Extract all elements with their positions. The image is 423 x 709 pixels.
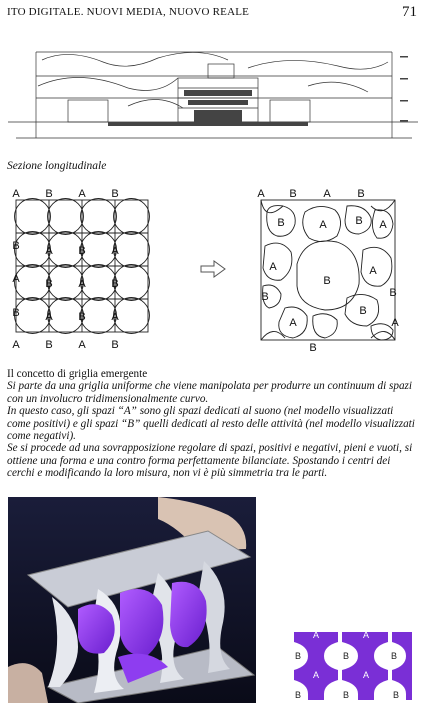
paragraph: In questo caso, gli spazi “A” sono gli spazi dedicati al suono (nel modello visualizzati come positivi) e gli spazi “B” quelli dedicati al resto delle attività (nel modello visualizzati come negativi). — [7, 405, 415, 443]
positive-negative-pattern — [288, 628, 415, 704]
grid-label: B — [12, 307, 20, 319]
pattern-label: A — [312, 670, 320, 680]
grid-label: B — [323, 275, 331, 287]
paragraph: Si parte da una griglia uniforme che viene manipolata per produrre un continuum di spazi con un involucro tridimensionalmente curvo. — [7, 380, 412, 405]
grid-label: B — [78, 311, 86, 323]
body-text — [7, 368, 417, 480]
grid-label: A — [379, 219, 387, 231]
grid-label: B — [45, 188, 53, 200]
pattern-label: A — [312, 630, 320, 640]
arrow-right-icon — [200, 260, 226, 278]
model-photo — [8, 497, 256, 703]
grid-label: B — [111, 188, 119, 200]
grid-label: A — [12, 339, 20, 351]
grid-label: B — [111, 339, 119, 351]
pattern-label: B — [390, 651, 398, 661]
grid-label: A — [111, 311, 119, 323]
grid-label: B — [261, 291, 269, 303]
grid-label: B — [289, 188, 297, 200]
grid-label: B — [12, 240, 20, 252]
grid-label: A — [45, 245, 53, 257]
grid-label: A — [78, 339, 86, 351]
grid-label: B — [389, 287, 397, 299]
grid-label: A — [78, 188, 86, 200]
grid-label: A — [269, 261, 277, 273]
grid-label: B — [78, 245, 86, 257]
page-number: 71 — [402, 4, 417, 20]
grid-label: B — [45, 339, 53, 351]
uniform-grid-diagram — [6, 188, 156, 354]
grid-label: A — [12, 188, 20, 200]
grid-label: A — [78, 278, 86, 290]
grid-label: A — [111, 245, 119, 257]
grid-label: A — [257, 188, 265, 200]
grid-label: B — [355, 215, 363, 227]
grid-label: A — [323, 188, 331, 200]
grid-label: B — [357, 188, 365, 200]
pattern-label: B — [294, 651, 302, 661]
figure-caption: Sezione longitudinale — [7, 160, 107, 172]
grid-label: A — [391, 317, 399, 329]
pattern-label: B — [294, 690, 302, 700]
grid-label: B — [111, 278, 119, 290]
paragraph: Se si procede ad una sovrapposizione regolare di spazi, positivi e negativi, pieni e vuoti, si ottiene una forma e una contro forma perfettamente bilanciate. Spostando i centri dei cerchi e modificando la loro misura, non vi è più simmetria tra le parti. — [7, 442, 413, 480]
grid-label: A — [45, 311, 53, 323]
grid-label: A — [369, 265, 377, 277]
page-header — [7, 4, 419, 22]
grid-label: B — [45, 278, 53, 290]
pattern-label: B — [392, 690, 400, 700]
grid-label: B — [309, 342, 317, 354]
pattern-label: B — [342, 651, 350, 661]
running-title: ITO DIGITALE. NUOVI MEDIA, NUOVO REALE — [7, 6, 250, 18]
pattern-label: A — [362, 630, 370, 640]
grid-label: B — [359, 305, 367, 317]
grid-label: A — [12, 273, 20, 285]
emergent-grid-diagram — [253, 188, 403, 354]
grid-label: A — [289, 317, 297, 329]
grid-label: B — [277, 217, 285, 229]
pattern-label: B — [342, 690, 350, 700]
grid-label: A — [319, 219, 327, 231]
longitudinal-section-drawing — [8, 38, 418, 148]
pattern-label: A — [362, 670, 370, 680]
section-heading: Il concetto di griglia emergente — [7, 368, 148, 380]
